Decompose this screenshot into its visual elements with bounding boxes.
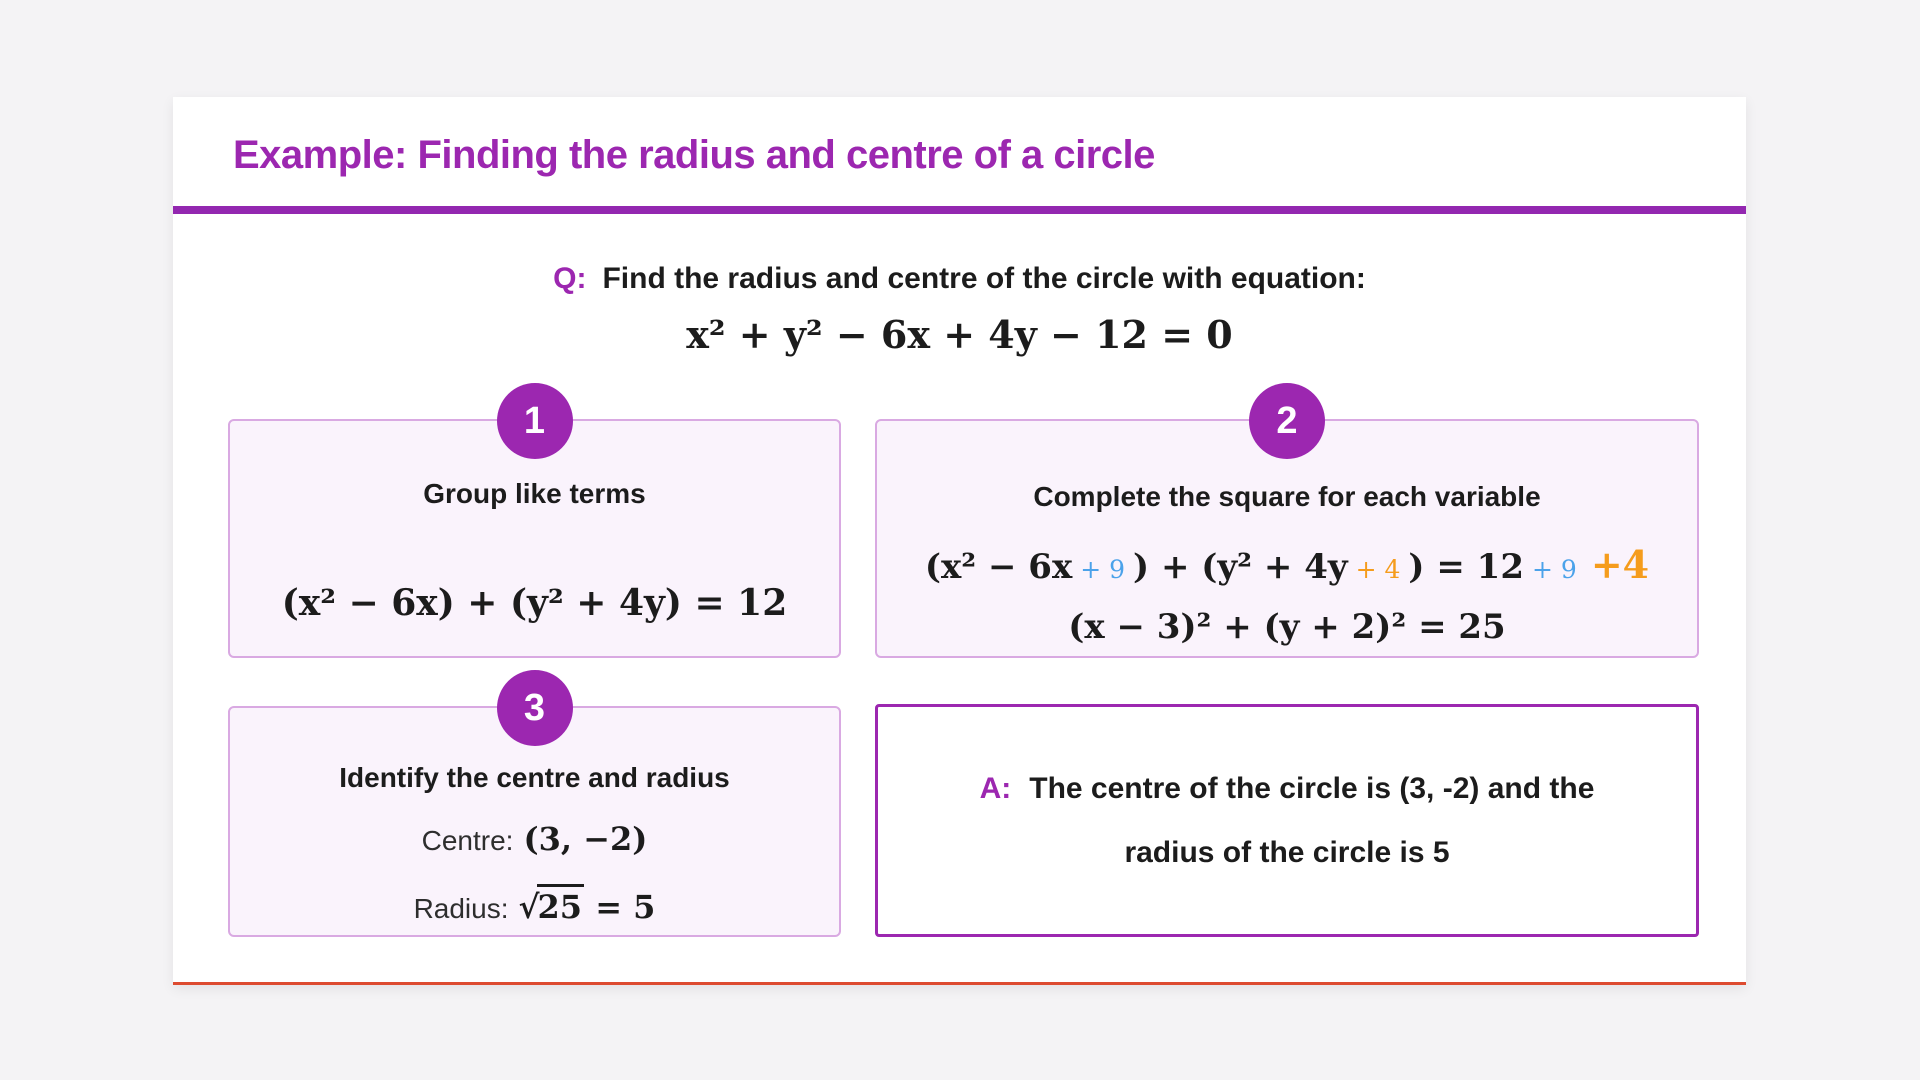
eq2-y-group: ) + (y² + 4y: [1133, 547, 1348, 587]
eq2-equals-12: ) = 12: [1408, 547, 1524, 587]
answer-text-1: The centre of the circle is (3, -2) and the: [1029, 771, 1595, 805]
question-line: [173, 257, 1746, 301]
page-title: Example: Finding the radius and centre of a circle: [233, 133, 1155, 177]
step-box-2: [875, 399, 1699, 658]
eq2-blue-9-rhs: + 9: [1532, 555, 1577, 584]
radius-label: Radius:: [413, 893, 509, 924]
step-box-1: [228, 399, 841, 658]
step-2-badge: 2: [1249, 383, 1325, 459]
answer-line-2: [1124, 821, 1449, 885]
sqrt-radicand: 25: [537, 884, 585, 926]
eq2-blue-9: + 9: [1080, 555, 1126, 584]
eq2-orange-4: + 4: [1355, 555, 1401, 584]
centre-label: Centre:: [421, 825, 514, 856]
question-prefix: Q:: [553, 262, 587, 295]
step-3-heading: Identify the centre and radius: [339, 762, 730, 793]
step-1-badge: 1: [497, 383, 573, 459]
radius-line: [230, 883, 839, 933]
lesson-card: [173, 97, 1746, 985]
answer-prefix: A:: [979, 771, 1012, 805]
question-equation: x² + y² − 6x + 4y − 12 = 0: [686, 312, 1233, 357]
step-2-equation-line1: [877, 539, 1697, 596]
eq2-orange-4-rhs: +4: [1590, 542, 1650, 587]
centre-line: [230, 815, 839, 865]
answer-box: [875, 704, 1699, 937]
step-1-heading: Group like terms: [423, 478, 646, 509]
centre-value: (3, −2): [523, 820, 648, 858]
eq2-x-group: (x² − 6x: [924, 547, 1073, 587]
sqrt-symbol: √: [518, 888, 540, 926]
question-text: Find the radius and centre of the circle with equation:: [602, 262, 1366, 295]
step-2-equation-line2: (x − 3)² + (y + 2)² = 25: [1068, 607, 1506, 647]
answer-text-2: radius of the circle is 5: [1124, 835, 1450, 869]
step-1-equation: (x² − 6x) + (y² + 4y) = 12: [281, 582, 788, 624]
step-3-badge: 3: [497, 670, 573, 746]
title-divider: [173, 206, 1746, 214]
step-2-heading: Complete the square for each variable: [1033, 481, 1541, 512]
answer-line-1: [980, 757, 1595, 821]
radius-result: = 5: [595, 888, 656, 926]
step-box-3: [228, 686, 841, 937]
